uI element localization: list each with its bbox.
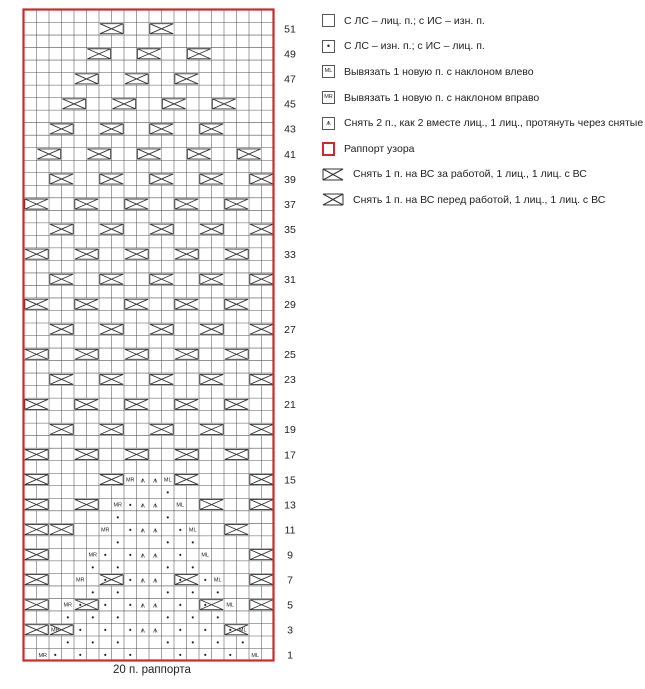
cable-back-mark	[162, 98, 186, 110]
cable-front-mark	[24, 549, 48, 561]
cable-back-mark	[124, 198, 148, 210]
cable-front-mark	[74, 348, 98, 360]
make-left-mark: ML	[201, 552, 210, 559]
cable-back-mark	[199, 173, 223, 185]
legend-item-cable-back	[322, 162, 640, 188]
cable-front-mark	[174, 449, 198, 461]
cable-back-mark	[174, 398, 198, 410]
mr-cell-icon: MR	[322, 91, 335, 104]
decrease-mark: ⩚	[140, 500, 146, 510]
cable-front-mark	[199, 423, 223, 435]
cable-back-mark	[149, 173, 173, 185]
cable-back-mark	[49, 373, 73, 385]
cable-front-mark	[124, 449, 148, 461]
cable-front-mark	[99, 23, 123, 35]
legend-item-cable-front	[322, 187, 640, 213]
cable-front-mark	[74, 73, 98, 85]
purl-dot: •	[66, 638, 70, 648]
cable-back-mark	[249, 549, 273, 561]
cable-back-mark	[224, 524, 248, 536]
cable-front-mark	[24, 348, 48, 360]
purl-dot: •	[216, 638, 220, 648]
cable-back-mark	[224, 198, 248, 210]
row-number: 39	[284, 173, 296, 186]
decrease-mark: ⩚	[140, 525, 146, 535]
make-left-mark: ML	[188, 527, 197, 534]
cable-front-mark	[99, 474, 123, 486]
cable-back-mark	[149, 123, 173, 135]
cable-front-mark	[24, 524, 48, 536]
make-left-mark: ML	[176, 502, 185, 509]
cable-front-mark	[24, 248, 48, 260]
cable-back-mark	[124, 398, 148, 410]
cable-front-mark	[49, 223, 73, 235]
cable-front-mark	[74, 248, 98, 260]
purl-dot: •	[203, 625, 207, 635]
cable-front-mark	[49, 423, 73, 435]
row-number: 17	[284, 449, 296, 462]
cable-back-mark	[24, 298, 48, 310]
cable-back-mark	[187, 148, 211, 160]
cable-front-mark	[174, 348, 198, 360]
legend-item-repeat	[322, 136, 640, 162]
row-number: 45	[284, 98, 296, 111]
make-right-mark: MR	[100, 527, 110, 534]
cable-back-mark	[249, 574, 273, 586]
cable-back-mark	[224, 398, 248, 410]
decrease-mark: ⩚	[152, 525, 158, 535]
cable-front-mark	[99, 423, 123, 435]
cable-front-mark	[112, 98, 136, 110]
cable-back-mark	[199, 499, 223, 511]
row-number: 37	[284, 198, 296, 211]
cable-front-mark	[24, 499, 48, 511]
legend-text: С ЛС – изн. п.; с ИС – лиц. п.	[344, 40, 485, 53]
cable-back-icon	[322, 168, 344, 181]
decrease-cell-icon: ⩚	[322, 117, 335, 130]
cable-back-mark	[124, 298, 148, 310]
make-right-mark: MR	[125, 477, 135, 484]
row-number: 25	[284, 349, 296, 362]
cable-back-mark	[174, 73, 198, 85]
purl-dot: •	[91, 613, 95, 623]
cable-front-mark	[74, 499, 98, 511]
row-number: 13	[284, 499, 296, 512]
row-number: 35	[284, 223, 296, 236]
purl-dot: •	[116, 613, 120, 623]
row-number: 41	[284, 148, 296, 161]
legend-item-purl	[322, 34, 640, 60]
row-number: 7	[287, 574, 293, 587]
cable-front-mark	[124, 248, 148, 260]
cable-back-mark	[137, 148, 161, 160]
chart-grid	[24, 10, 274, 661]
dot-cell-icon: •	[322, 40, 335, 53]
decrease-mark: ⩚	[140, 475, 146, 485]
purl-dot: •	[178, 625, 182, 635]
decrease-mark: ⩚	[152, 600, 158, 610]
purl-dot: •	[166, 588, 170, 598]
legend-text: Вывязать 1 новую п. с наклоном влево	[344, 65, 534, 78]
cable-front-mark	[37, 148, 61, 160]
legend-text: Снять 1 п. на ВС перед работой, 1 лиц., 1 лиц. с ВС	[353, 193, 606, 206]
cable-back-mark	[249, 499, 273, 511]
cable-front-mark	[24, 574, 48, 586]
purl-dot: •	[191, 563, 195, 573]
cable-front-mark	[99, 323, 123, 335]
purl-dot: •	[166, 487, 170, 497]
row-number: 27	[284, 324, 296, 337]
purl-dot: •	[78, 600, 82, 610]
purl-dot: •	[178, 525, 182, 535]
cable-front-icon	[322, 193, 344, 206]
purl-dot: •	[103, 600, 107, 610]
cable-front-mark	[149, 223, 173, 235]
purl-dot: •	[178, 550, 182, 560]
purl-dot: •	[166, 563, 170, 573]
cable-front-mark	[24, 449, 48, 461]
cable-front-mark	[99, 223, 123, 235]
cable-back-mark	[99, 273, 123, 285]
purl-dot: •	[191, 537, 195, 547]
cable-front-mark	[124, 348, 148, 360]
cable-back-mark	[187, 48, 211, 60]
make-left-mark: ML	[213, 577, 222, 584]
make-left-mark: ML	[226, 602, 235, 609]
purl-dot: •	[191, 588, 195, 598]
purl-dot: •	[191, 613, 195, 623]
cable-back-mark	[74, 198, 98, 210]
row-number: 47	[284, 73, 296, 86]
cable-back-mark	[249, 599, 273, 611]
legend-item-decrease	[322, 110, 644, 136]
make-right-mark: MR	[63, 602, 73, 609]
row-number: 1	[287, 649, 293, 662]
cable-back-mark	[199, 373, 223, 385]
make-left-mark: ML	[238, 627, 247, 634]
purl-dot: •	[178, 575, 182, 585]
purl-dot: •	[203, 575, 207, 585]
cable-front-mark	[199, 223, 223, 235]
purl-dot: •	[166, 512, 170, 522]
empty-cell-icon	[322, 14, 335, 27]
cable-back-mark	[174, 198, 198, 210]
make-left-mark: ML	[163, 477, 172, 484]
purl-dot: •	[241, 638, 245, 648]
legend	[322, 8, 644, 213]
cable-front-mark	[74, 449, 98, 461]
purl-dot: •	[103, 550, 107, 560]
purl-dot: •	[116, 537, 120, 547]
purl-dot: •	[91, 588, 95, 598]
cable-back-mark	[99, 173, 123, 185]
decrease-mark: ⩚	[152, 475, 158, 485]
purl-dot: •	[216, 588, 220, 598]
make-right-mark: MR	[88, 552, 98, 559]
cable-back-mark	[74, 298, 98, 310]
purl-dot: •	[116, 563, 120, 573]
purl-dot: •	[103, 650, 107, 660]
legend-item-knit	[322, 8, 640, 34]
purl-dot: •	[78, 650, 82, 660]
purl-dot: •	[178, 650, 182, 660]
cable-front-mark	[49, 323, 73, 335]
purl-dot: •	[128, 525, 132, 535]
cable-back-mark	[249, 173, 273, 185]
cable-back-mark	[237, 148, 261, 160]
row-number: 43	[284, 123, 296, 136]
cable-back-mark	[149, 373, 173, 385]
cable-back-mark	[224, 298, 248, 310]
cable-front-mark	[49, 524, 73, 536]
decrease-mark: ⩚	[140, 625, 146, 635]
row-number: 51	[284, 23, 296, 36]
decrease-mark: ⩚	[152, 625, 158, 635]
make-left-mark: ML	[251, 652, 260, 659]
purl-dot: •	[203, 650, 207, 660]
cable-back-mark	[49, 273, 73, 285]
cable-back-mark	[174, 474, 198, 486]
cable-back-mark	[149, 273, 173, 285]
repeat-caption: 20 п. раппорта	[113, 664, 191, 676]
row-number: 49	[284, 48, 296, 61]
cable-front-mark	[124, 73, 148, 85]
row-number: 21	[284, 399, 296, 412]
legend-item-make-left	[322, 59, 640, 85]
cable-back-mark	[249, 373, 273, 385]
cable-front-mark	[149, 423, 173, 435]
legend-text: Снять 1 п. на ВС за работой, 1 лиц., 1 лиц. с ВС	[353, 168, 587, 181]
purl-dot: •	[116, 588, 120, 598]
cable-back-mark	[49, 173, 73, 185]
purl-dot: •	[128, 650, 132, 660]
purl-dot: •	[128, 550, 132, 560]
row-number: 15	[284, 474, 296, 487]
cable-front-mark	[24, 474, 48, 486]
cable-back-mark	[137, 48, 161, 60]
cable-front-mark	[224, 348, 248, 360]
row-number: 33	[284, 248, 296, 261]
cable-front-mark	[99, 123, 123, 135]
purl-dot: •	[91, 638, 95, 648]
cable-front-mark	[224, 449, 248, 461]
cable-front-mark	[49, 123, 73, 135]
purl-dot: •	[216, 613, 220, 623]
purl-dot: •	[103, 575, 107, 585]
purl-dot: •	[228, 625, 232, 635]
row-number: 11	[284, 524, 296, 537]
purl-dot: •	[78, 625, 82, 635]
cable-back-mark	[174, 298, 198, 310]
purl-dot: •	[178, 600, 182, 610]
decrease-mark: ⩚	[140, 550, 146, 560]
legend-item-make-right	[322, 85, 640, 111]
cable-back-mark	[24, 398, 48, 410]
purl-dot: •	[53, 650, 57, 660]
cable-back-mark	[199, 123, 223, 135]
row-number: 31	[284, 273, 296, 286]
cable-front-mark	[249, 323, 273, 335]
cable-back-mark	[24, 198, 48, 210]
row-number-labels	[284, 24, 296, 662]
cable-front-mark	[174, 248, 198, 260]
purl-dot: •	[166, 613, 170, 623]
cable-front-mark	[149, 323, 173, 335]
cable-front-mark	[249, 223, 273, 235]
legend-text: Снять 2 п., как 2 вместе лиц., 1 лиц., протянуть через снятые	[344, 117, 644, 130]
cable-back-mark	[199, 273, 223, 285]
purl-dot: •	[128, 600, 132, 610]
purl-dot: •	[116, 638, 120, 648]
legend-text: С ЛС – лиц. п.; с ИС – изн. п.	[344, 14, 485, 27]
cable-front-mark	[87, 48, 111, 60]
cable-back-mark	[249, 273, 273, 285]
decrease-mark: ⩚	[140, 600, 146, 610]
cable-front-mark	[62, 98, 86, 110]
purl-dot: •	[128, 500, 132, 510]
row-number: 3	[287, 624, 293, 637]
make-right-mark: MR	[38, 652, 48, 659]
cable-front-mark	[199, 323, 223, 335]
cable-back-mark	[212, 98, 236, 110]
purl-dot: •	[116, 512, 120, 522]
cable-back-mark	[74, 398, 98, 410]
cable-back-mark	[149, 23, 173, 35]
purl-dot: •	[128, 625, 132, 635]
cable-front-mark	[24, 599, 48, 611]
decrease-mark: ⩚	[152, 575, 158, 585]
purl-dot: •	[166, 537, 170, 547]
knitting-chart	[0, 0, 320, 664]
purl-dot: •	[128, 575, 132, 585]
decrease-mark: ⩚	[152, 550, 158, 560]
make-right-mark: MR	[75, 577, 85, 584]
ml-cell-icon: ML	[322, 65, 335, 78]
purl-dot: •	[203, 600, 207, 610]
cable-front-mark	[249, 423, 273, 435]
decrease-mark: ⩚	[140, 575, 146, 585]
row-number: 19	[284, 424, 296, 437]
repeat-box-icon	[322, 142, 335, 156]
purl-dot: •	[103, 625, 107, 635]
purl-dot: •	[166, 638, 170, 648]
cable-front-mark	[24, 624, 48, 636]
cable-back-mark	[99, 373, 123, 385]
purl-dot: •	[228, 650, 232, 660]
make-right-mark: MR	[113, 502, 123, 509]
legend-text: Вывязать 1 новую п. с наклоном вправо	[344, 91, 540, 104]
purl-dot: •	[91, 563, 95, 573]
decrease-mark: ⩚	[152, 500, 158, 510]
purl-dot: •	[66, 613, 70, 623]
cable-front-mark	[87, 148, 111, 160]
purl-dot: •	[191, 638, 195, 648]
row-number: 9	[287, 549, 293, 562]
row-number: 23	[284, 374, 296, 387]
cable-back-mark	[249, 474, 273, 486]
cable-front-mark	[224, 248, 248, 260]
row-number: 5	[287, 599, 293, 612]
make-right-mark: MR	[50, 627, 60, 634]
row-number: 29	[284, 299, 296, 312]
legend-text: Раппорт узора	[344, 142, 415, 155]
